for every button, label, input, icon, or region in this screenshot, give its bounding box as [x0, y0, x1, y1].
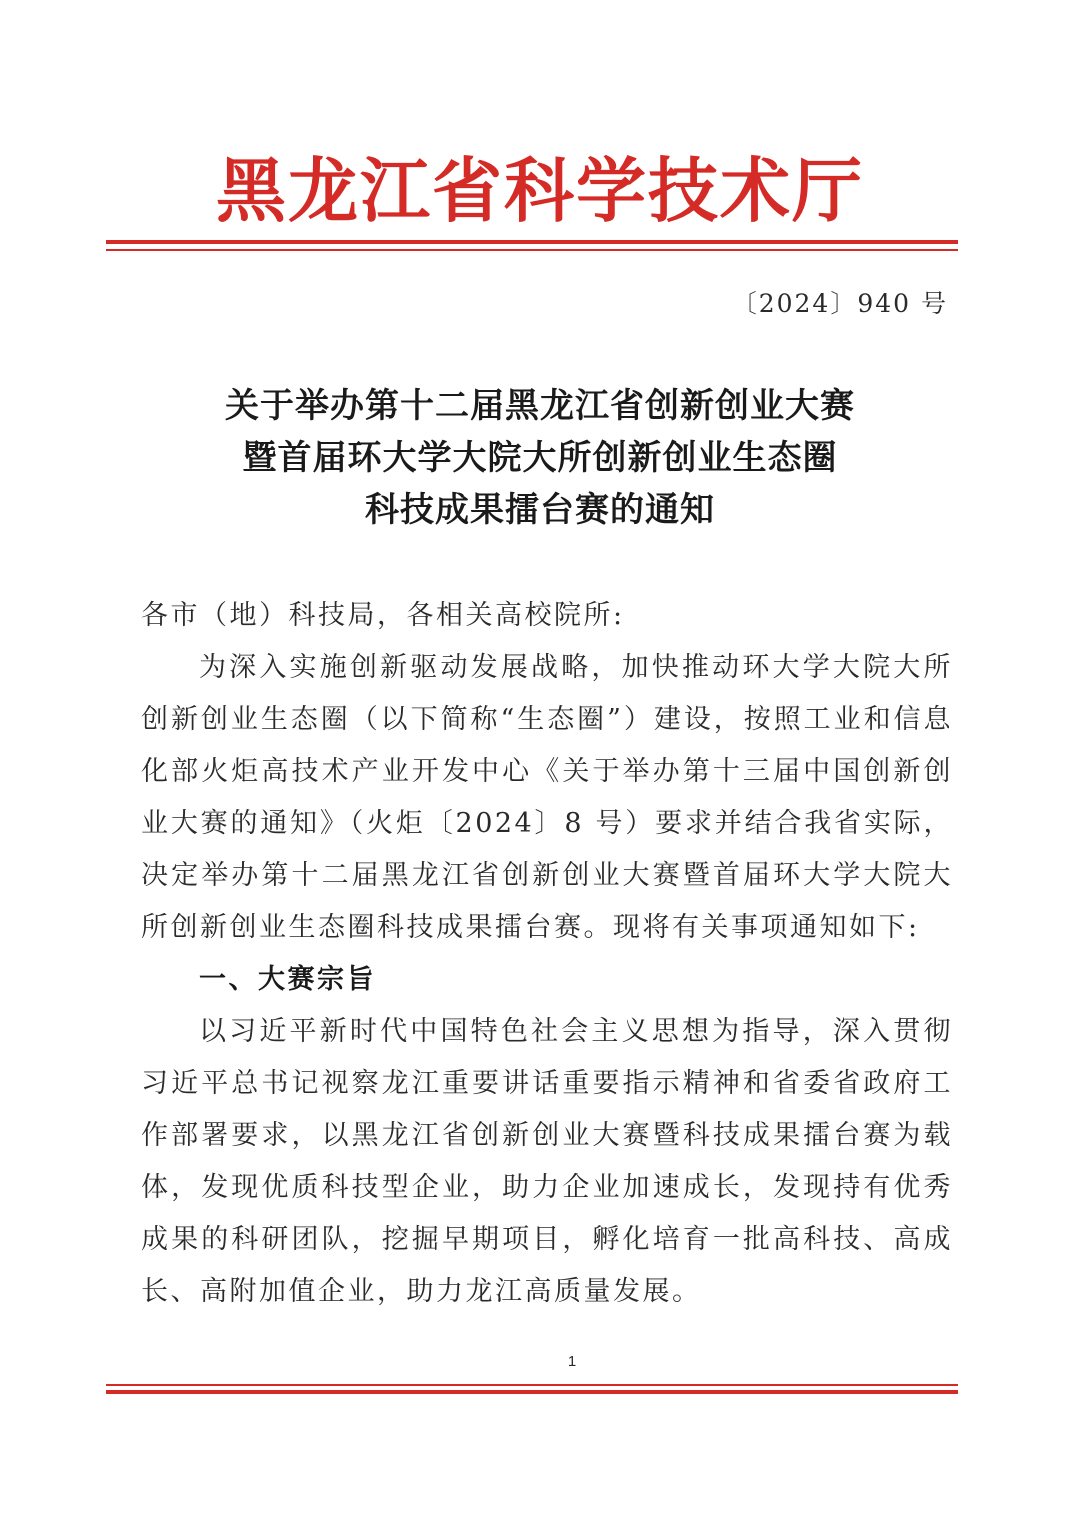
- footer-rule-thick: [106, 1390, 958, 1394]
- notice-body: [141, 590, 953, 1318]
- letterhead-rule-thin: [106, 249, 958, 251]
- footer-rule-thin: [106, 1384, 958, 1386]
- salutation: 各市（地）科技局，各相关高校院所:: [141, 600, 625, 631]
- agency-letterhead: 黑龙江省科学技术厅: [216, 150, 864, 232]
- document-number: 〔2024〕940 号: [731, 289, 948, 318]
- notice-title-line-2: 暨首届环大学大院大所创新创业生态圈: [242, 438, 838, 478]
- letterhead-rule-thick: [106, 240, 958, 244]
- notice-title: [0, 380, 1080, 536]
- intro-paragraph: 为深入实施创新驱动发展战略，加快推动环大学大院大所创新创业生态圈（以下简称“生态圈”）建设，按照工业和信息化部火炬高技术产业开发中心《关于举办第十三届中国创新创业大赛的通知》（火炬〔2024〕8 号）要求并结合我省实际，决定举办第十二届黑龙江省创新创业大赛暨首届环大学大院大所创新创业生态圈科技成果擂台赛。现将有关事项通知如下:: [141, 652, 953, 943]
- page-number: 1: [567, 1353, 577, 1370]
- section-heading: 一、大赛宗旨: [199, 964, 376, 995]
- section-paragraph: 以习近平新时代中国特色社会主义思想为指导，深入贯彻习近平总书记视察龙江重要讲话重要指示精神和省委省政府工作部署要求，以黑龙江省创新创业大赛暨科技成果擂台赛为载体，发现优质科技型企业，助力企业加速成长，发现持有优秀成果的科研团队，挖掘早期项目，孵化培育一批高科技、高成长、高附加值企业，助力龙江高质量发展。: [141, 1016, 953, 1307]
- notice-title-line-3: 科技成果擂台赛的通知: [365, 490, 715, 530]
- notice-title-line-1: 关于举办第十二届黑龙江省创新创业大赛: [225, 386, 855, 426]
